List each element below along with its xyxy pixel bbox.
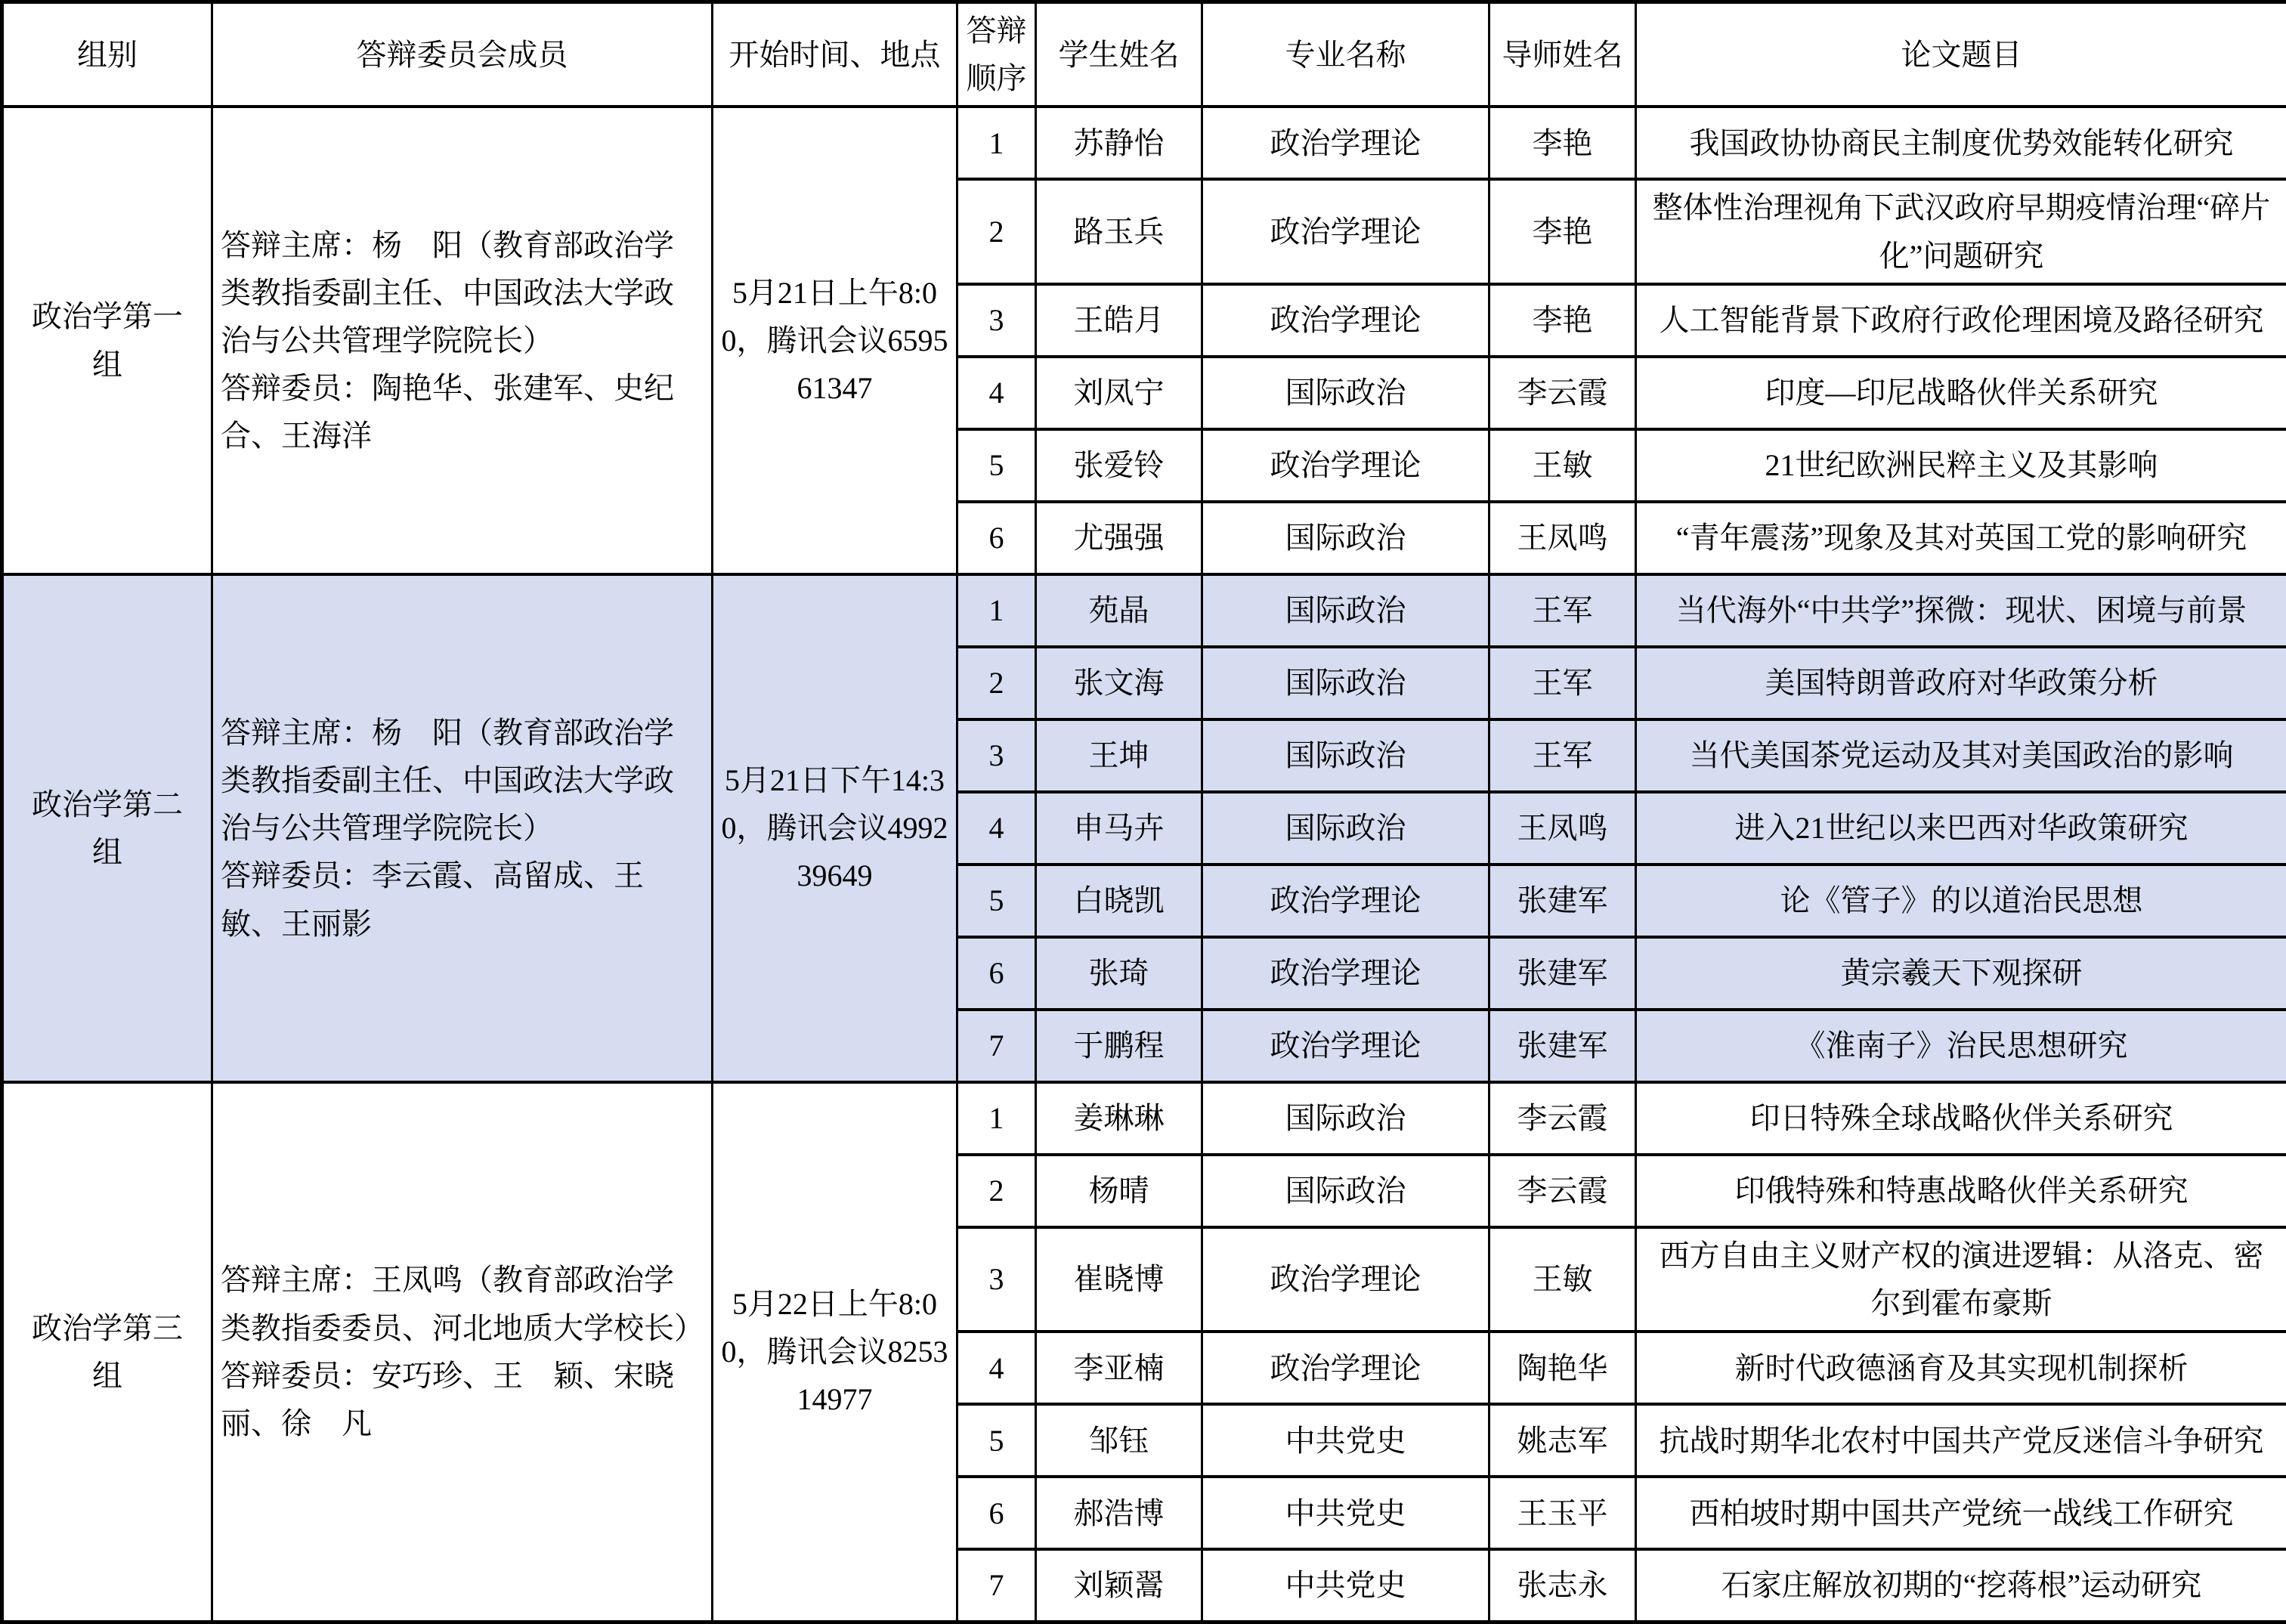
major-cell: 国际政治 bbox=[1202, 647, 1489, 719]
thesis-title-cell: 黄宗羲天下观探研 bbox=[1636, 937, 2286, 1010]
advisor-cell: 李艳 bbox=[1489, 107, 1636, 179]
major-cell: 国际政治 bbox=[1202, 574, 1489, 647]
student-name-cell: 于鹏程 bbox=[1036, 1010, 1202, 1082]
order-cell: 5 bbox=[957, 429, 1036, 502]
order-cell: 1 bbox=[957, 107, 1036, 179]
student-name-cell: 王皓月 bbox=[1036, 284, 1202, 357]
order-cell: 2 bbox=[957, 179, 1036, 283]
thesis-title-cell: 石家庄解放初期的“挖蒋根”运动研究 bbox=[1636, 1549, 2286, 1622]
student-name-cell: 刘颖翯 bbox=[1036, 1549, 1202, 1622]
major-cell: 政治学理论 bbox=[1202, 107, 1489, 179]
student-name-cell: 白晓凯 bbox=[1036, 865, 1202, 937]
order-cell: 7 bbox=[957, 1549, 1036, 1622]
student-name-cell: 申马卉 bbox=[1036, 792, 1202, 865]
group-label-cell: 政治学第一组 bbox=[2, 107, 212, 574]
order-cell: 7 bbox=[957, 1010, 1036, 1082]
advisor-cell: 王军 bbox=[1489, 719, 1636, 792]
column-header-thesis-title: 论文题目 bbox=[1636, 2, 2286, 107]
committee-chair: 答辩主席：杨 阳（教育部政治学类教指委副主任、中国政法大学政治与公共管理学院院长） bbox=[221, 709, 704, 852]
major-cell: 中共党史 bbox=[1202, 1549, 1489, 1622]
order-cell: 1 bbox=[957, 1082, 1036, 1155]
student-name-cell: 崔晓博 bbox=[1036, 1227, 1202, 1332]
thesis-title-cell: 我国政协协商民主制度优势效能转化研究 bbox=[1636, 107, 2286, 179]
thesis-title-cell: 论《管子》的以道治民思想 bbox=[1636, 865, 2286, 937]
advisor-cell: 王凤鸣 bbox=[1489, 792, 1636, 865]
committee-members: 答辩委员：李云霞、高留成、王敏、王丽影 bbox=[221, 852, 704, 947]
major-cell: 国际政治 bbox=[1202, 1155, 1489, 1227]
advisor-cell: 李艳 bbox=[1489, 284, 1636, 357]
advisor-cell: 张志永 bbox=[1489, 1549, 1636, 1622]
advisor-cell: 王军 bbox=[1489, 647, 1636, 719]
order-cell: 2 bbox=[957, 1155, 1036, 1227]
major-cell: 政治学理论 bbox=[1202, 284, 1489, 357]
thesis-title-cell: 西柏坡时期中国共产党统一战线工作研究 bbox=[1636, 1477, 2286, 1549]
student-name-cell: 杨晴 bbox=[1036, 1155, 1202, 1227]
thesis-title-cell: 进入21世纪以来巴西对华政策研究 bbox=[1636, 792, 2286, 865]
order-cell: 3 bbox=[957, 719, 1036, 792]
major-cell: 中共党史 bbox=[1202, 1477, 1489, 1549]
thesis-title-cell: 21世纪欧洲民粹主义及其影响 bbox=[1636, 429, 2286, 502]
thesis-title-cell: 抗战时期华北农村中国共产党反迷信斗争研究 bbox=[1636, 1404, 2286, 1477]
order-cell: 3 bbox=[957, 284, 1036, 357]
student-name-cell: 姜琳琳 bbox=[1036, 1082, 1202, 1155]
student-name-cell: 郝浩博 bbox=[1036, 1477, 1202, 1549]
student-name-cell: 邹钰 bbox=[1036, 1404, 1202, 1477]
thesis-title-cell: 印日特殊全球战略伙伴关系研究 bbox=[1636, 1082, 2286, 1155]
table-row bbox=[2, 1082, 2286, 1155]
table-row bbox=[2, 107, 2286, 179]
order-cell: 4 bbox=[957, 792, 1036, 865]
major-cell: 国际政治 bbox=[1202, 1082, 1489, 1155]
student-name-cell: 苏静怡 bbox=[1036, 107, 1202, 179]
student-name-cell: 尤强强 bbox=[1036, 502, 1202, 574]
major-cell: 政治学理论 bbox=[1202, 865, 1489, 937]
advisor-cell: 张建军 bbox=[1489, 865, 1636, 937]
thesis-title-cell: 新时代政德涵育及其实现机制探析 bbox=[1636, 1332, 2286, 1404]
column-header-student-name: 学生姓名 bbox=[1036, 2, 1202, 107]
order-cell: 4 bbox=[957, 357, 1036, 429]
major-cell: 国际政治 bbox=[1202, 357, 1489, 429]
major-cell: 国际政治 bbox=[1202, 502, 1489, 574]
table-row bbox=[2, 574, 2286, 647]
time-location-cell: 5月22日上午8:00，腾讯会议825314977 bbox=[713, 1082, 957, 1622]
committee-members: 答辩委员：陶艳华、张建军、史纪合、王海洋 bbox=[221, 364, 704, 459]
major-cell: 政治学理论 bbox=[1202, 179, 1489, 283]
thesis-title-cell: 印度—印尼战略伙伴关系研究 bbox=[1636, 357, 2286, 429]
student-name-cell: 李亚楠 bbox=[1036, 1332, 1202, 1404]
column-header-group: 组别 bbox=[2, 2, 212, 107]
group-label-cell: 政治学第二组 bbox=[2, 574, 212, 1082]
thesis-title-cell: 印俄特殊和特惠战略伙伴关系研究 bbox=[1636, 1155, 2286, 1227]
student-name-cell: 张琦 bbox=[1036, 937, 1202, 1010]
column-header-committee: 答辩委员会成员 bbox=[212, 2, 713, 107]
student-name-cell: 张文海 bbox=[1036, 647, 1202, 719]
thesis-title-cell: 当代海外“中共学”探微：现状、困境与前景 bbox=[1636, 574, 2286, 647]
thesis-title-cell: 整体性治理视角下武汉政府早期疫情治理“碎片化”问题研究 bbox=[1636, 179, 2286, 283]
column-header-advisor: 导师姓名 bbox=[1489, 2, 1636, 107]
order-cell: 2 bbox=[957, 647, 1036, 719]
thesis-title-cell: 人工智能背景下政府行政伦理困境及路径研究 bbox=[1636, 284, 2286, 357]
major-cell: 国际政治 bbox=[1202, 792, 1489, 865]
student-name-cell: 张爱铃 bbox=[1036, 429, 1202, 502]
committee-members: 答辩委员：安巧珍、王 颖、宋晓丽、徐 凡 bbox=[221, 1352, 704, 1447]
order-cell: 6 bbox=[957, 1477, 1036, 1549]
committee-cell bbox=[212, 1082, 713, 1622]
thesis-title-cell: 当代美国茶党运动及其对美国政治的影响 bbox=[1636, 719, 2286, 792]
group-label-cell: 政治学第三组 bbox=[2, 1082, 212, 1622]
advisor-cell: 王玉平 bbox=[1489, 1477, 1636, 1549]
column-header-time-location: 开始时间、地点 bbox=[713, 2, 957, 107]
header-row bbox=[2, 2, 2286, 107]
advisor-cell: 李云霞 bbox=[1489, 1082, 1636, 1155]
advisor-cell: 王军 bbox=[1489, 574, 1636, 647]
advisor-cell: 王敏 bbox=[1489, 429, 1636, 502]
advisor-cell: 李云霞 bbox=[1489, 357, 1636, 429]
order-cell: 3 bbox=[957, 1227, 1036, 1332]
advisor-cell: 张建军 bbox=[1489, 1010, 1636, 1082]
advisor-cell: 张建军 bbox=[1489, 937, 1636, 1010]
committee-chair: 答辩主席：杨 阳（教育部政治学类教指委副主任、中国政法大学政治与公共管理学院院长） bbox=[221, 221, 704, 365]
advisor-cell: 李艳 bbox=[1489, 179, 1636, 283]
advisor-cell: 王凤鸣 bbox=[1489, 502, 1636, 574]
order-cell: 6 bbox=[957, 502, 1036, 574]
student-name-cell: 刘凤宁 bbox=[1036, 357, 1202, 429]
student-name-cell: 王坤 bbox=[1036, 719, 1202, 792]
student-name-cell: 苑晶 bbox=[1036, 574, 1202, 647]
advisor-cell: 陶艳华 bbox=[1489, 1332, 1636, 1404]
thesis-title-cell: 西方自由主义财产权的演进逻辑：从洛克、密尔到霍布豪斯 bbox=[1636, 1227, 2286, 1332]
time-location-cell: 5月21日上午8:00，腾讯会议659561347 bbox=[713, 107, 957, 574]
order-cell: 5 bbox=[957, 865, 1036, 937]
column-header-order: 答辩顺序 bbox=[957, 2, 1036, 107]
advisor-cell: 李云霞 bbox=[1489, 1155, 1636, 1227]
thesis-title-cell: 美国特朗普政府对华政策分析 bbox=[1636, 647, 2286, 719]
committee-cell bbox=[212, 107, 713, 574]
order-cell: 4 bbox=[957, 1332, 1036, 1404]
thesis-title-cell: 《淮南子》治民思想研究 bbox=[1636, 1010, 2286, 1082]
advisor-cell: 姚志军 bbox=[1489, 1404, 1636, 1477]
major-cell: 国际政治 bbox=[1202, 719, 1489, 792]
major-cell: 政治学理论 bbox=[1202, 937, 1489, 1010]
major-cell: 政治学理论 bbox=[1202, 1010, 1489, 1082]
thesis-title-cell: “青年震荡”现象及其对英国工党的影响研究 bbox=[1636, 502, 2286, 574]
time-location-cell: 5月21日下午14:30，腾讯会议499239649 bbox=[713, 574, 957, 1082]
major-cell: 政治学理论 bbox=[1202, 1227, 1489, 1332]
major-cell: 政治学理论 bbox=[1202, 429, 1489, 502]
order-cell: 6 bbox=[957, 937, 1036, 1010]
order-cell: 1 bbox=[957, 574, 1036, 647]
major-cell: 中共党史 bbox=[1202, 1404, 1489, 1477]
column-header-major: 专业名称 bbox=[1202, 2, 1489, 107]
committee-cell bbox=[212, 574, 713, 1082]
committee-chair: 答辩主席：王凤鸣（教育部政治学类教指委委员、河北地质大学校长） bbox=[221, 1256, 704, 1351]
major-cell: 政治学理论 bbox=[1202, 1332, 1489, 1404]
advisor-cell: 王敏 bbox=[1489, 1227, 1636, 1332]
student-name-cell: 路玉兵 bbox=[1036, 179, 1202, 283]
order-cell: 5 bbox=[957, 1404, 1036, 1477]
